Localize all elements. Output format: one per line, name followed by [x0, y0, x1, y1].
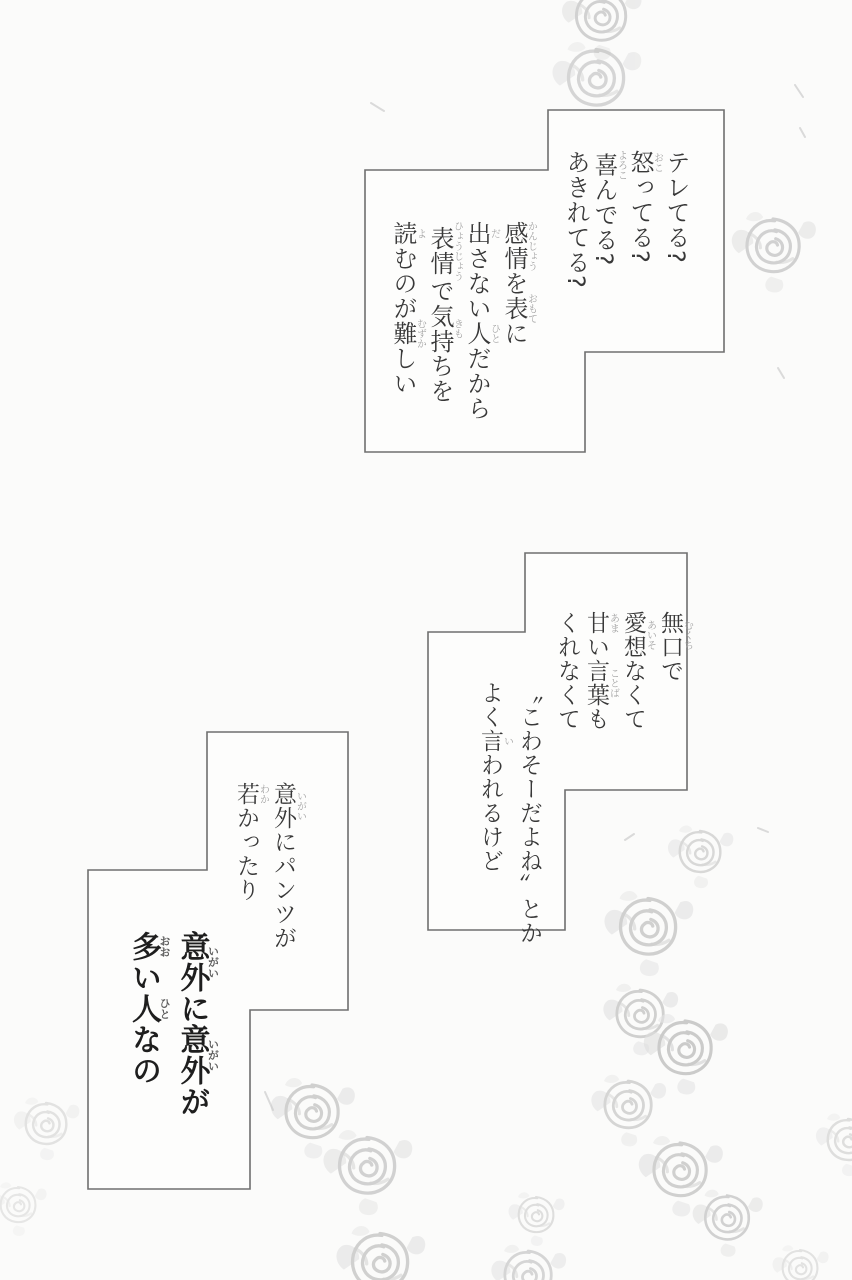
dialogue-full-of-surprises: [122, 931, 219, 1117]
text-column: 甘あまい言葉ことばも: [583, 611, 619, 731]
text-column: くれなくて: [554, 611, 580, 731]
text-column: 表情ひょうじょうで気持きもちを: [426, 221, 463, 404]
rose-icon: [591, 1075, 666, 1147]
dialogue-emotion-questions: [562, 150, 690, 289]
rose-icon: [271, 1078, 355, 1159]
dialogue-quiet-blunt: [552, 611, 692, 731]
rose-icon: [668, 826, 733, 889]
rose-icon: [336, 1226, 425, 1280]
text-column: あきれてる?: [562, 150, 590, 289]
text-column: よく言いわれるけど: [477, 681, 513, 873]
text-column: 喜よろこんでる?: [590, 150, 627, 267]
rose-icon: [509, 1192, 565, 1246]
text-column: 若わかかったり: [233, 782, 269, 902]
rose-icon: [604, 891, 693, 976]
text-column: 〝こわそーだよね〟とか: [516, 681, 542, 945]
text-column: 怒おこってる?: [626, 150, 663, 264]
text-column: 感情かんじょうを表おもてに: [500, 221, 537, 346]
dialogue-hard-to-read-feelings: [388, 221, 536, 421]
rose-icon: [491, 1245, 566, 1280]
rose-icon: [323, 1130, 412, 1215]
text-column: テレてる?: [662, 150, 690, 264]
rose-icon: [816, 1114, 852, 1177]
rose-icon: [773, 1245, 829, 1280]
text-column: 出ださない人ひとだから: [463, 221, 500, 421]
dialogue-seems-scary: [473, 681, 546, 945]
rose-icon: [693, 1190, 763, 1257]
rose-icon: [732, 212, 816, 293]
rose-icon: [14, 1098, 79, 1161]
text-column: 意外いがいにパンツが: [270, 782, 306, 950]
text-column: 愛想あいそなくて: [620, 611, 656, 731]
text-column: 無口むくちで: [657, 611, 693, 683]
dialogue-youthful-pants: [231, 782, 305, 950]
rose-icon: [0, 1182, 47, 1236]
text-column: 読よむのが難むずかしい: [389, 221, 426, 396]
text-column: 多おおい人ひとなの: [126, 931, 171, 1086]
panel-middle: [428, 553, 687, 930]
text-column: 意外いがいに意外いがいが: [174, 931, 220, 1117]
